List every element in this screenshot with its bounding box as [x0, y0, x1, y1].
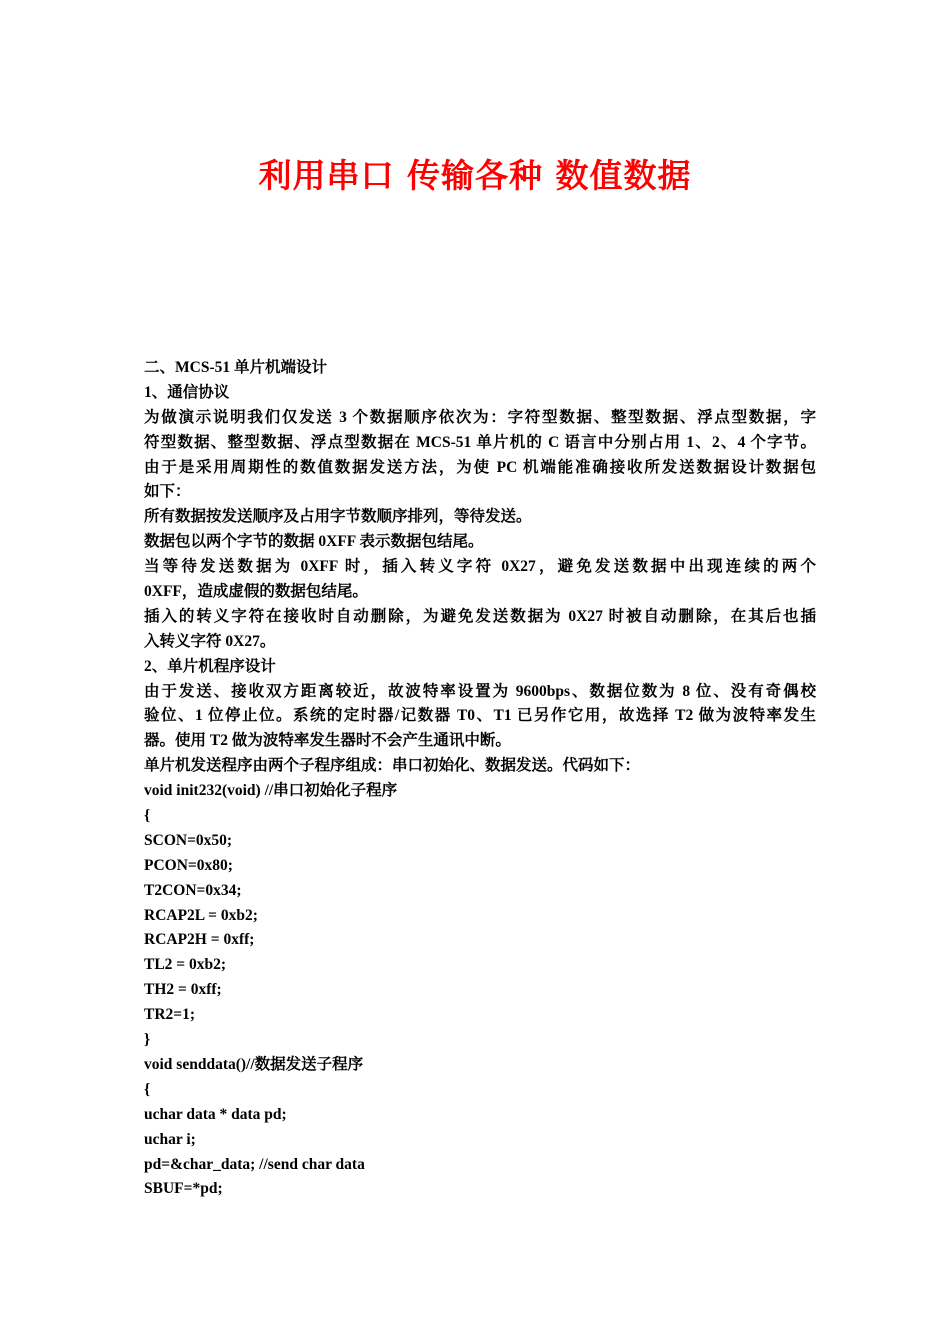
paragraph-line: 由于发送、接收双方距离较近，故波特率设置为 9600bps、数据位数为 8 位、没有奇偶校: [144, 682, 816, 700]
code-line: PCON=0x80;: [144, 856, 233, 874]
paragraph-line: 如下：: [144, 483, 191, 501]
paragraph-line: 验位、1 位停止位。系统的定时器/记数器 T0、T1 已另作它用，故选择 T2 做为波特率发生: [144, 707, 816, 725]
code-line: pd=&char_data; //send char data: [144, 1155, 365, 1173]
code-line: uchar i;: [144, 1130, 196, 1148]
paragraph-line: 数据包以两个字节的数据 0XFF 表示数据包结尾。: [144, 533, 484, 551]
code-line: {: [144, 807, 151, 825]
paragraph-line: 器。使用 T2 做为波特率发生器时不会产生通讯中断。: [144, 732, 511, 750]
code-line: RCAP2H = 0xff;: [144, 931, 255, 949]
code-line: T2CON=0x34;: [144, 881, 242, 899]
code-line: void senddata()//数据发送子程序: [144, 1055, 364, 1073]
code-line: }: [144, 1031, 151, 1049]
code-line: SCON=0x50;: [144, 831, 233, 849]
paragraph-line: 0XFF，造成虚假的数据包结尾。: [144, 583, 368, 601]
paragraph-line: 插入的转义字符在接收时自动删除，为避免发送数据为 0X27 时被自动删除，在其后也插: [144, 607, 816, 625]
code-line: void init232(void) //串口初始化子程序: [144, 782, 398, 800]
subsection-heading: 2、单片机程序设计: [144, 657, 276, 675]
paragraph-line: 入转义字符 0X27。: [144, 632, 276, 650]
paragraph-line: 为做演示说明我们仅发送 3 个数据顺序依次为：字符型数据、整型数据、浮点型数据，字: [144, 408, 816, 426]
subsection-heading: 1、通信协议: [144, 383, 230, 401]
code-line: uchar data * data pd;: [144, 1105, 287, 1123]
section-heading: 二、MCS-51 单片机端设计: [144, 359, 327, 376]
code-line: {: [144, 1080, 151, 1098]
document-body: [144, 356, 816, 1202]
code-line: TH2 = 0xff;: [144, 981, 222, 999]
code-line: RCAP2L = 0xb2;: [144, 906, 258, 924]
paragraph-line: 所有数据按发送顺序及占用字节数顺序排列，等待发送。: [144, 508, 532, 526]
code-line: SBUF=*pd;: [144, 1180, 223, 1198]
document-title: 利用串口 传输各种 数值数据: [258, 156, 692, 195]
paragraph-line: 符型数据、整型数据、浮点型数据在 MCS-51 单片机的 C 语言中分别占用 1、2、4 个字节。: [144, 433, 816, 451]
code-line: TL2 = 0xb2;: [144, 956, 227, 974]
code-line: TR2=1;: [144, 1006, 196, 1024]
paragraph-line: 当等待发送数据为 0XFF 时，插入转义字符 0X27，避免发送数据中出现连续的两个: [144, 558, 816, 576]
paragraph-line: 由于是采用周期性的数值数据发送方法，为使 PC 机端能准确接收所发送数据设计数据包: [144, 458, 816, 476]
paragraph-line: 单片机发送程序由两个子程序组成：串口初始化、数据发送。代码如下：: [144, 757, 641, 775]
